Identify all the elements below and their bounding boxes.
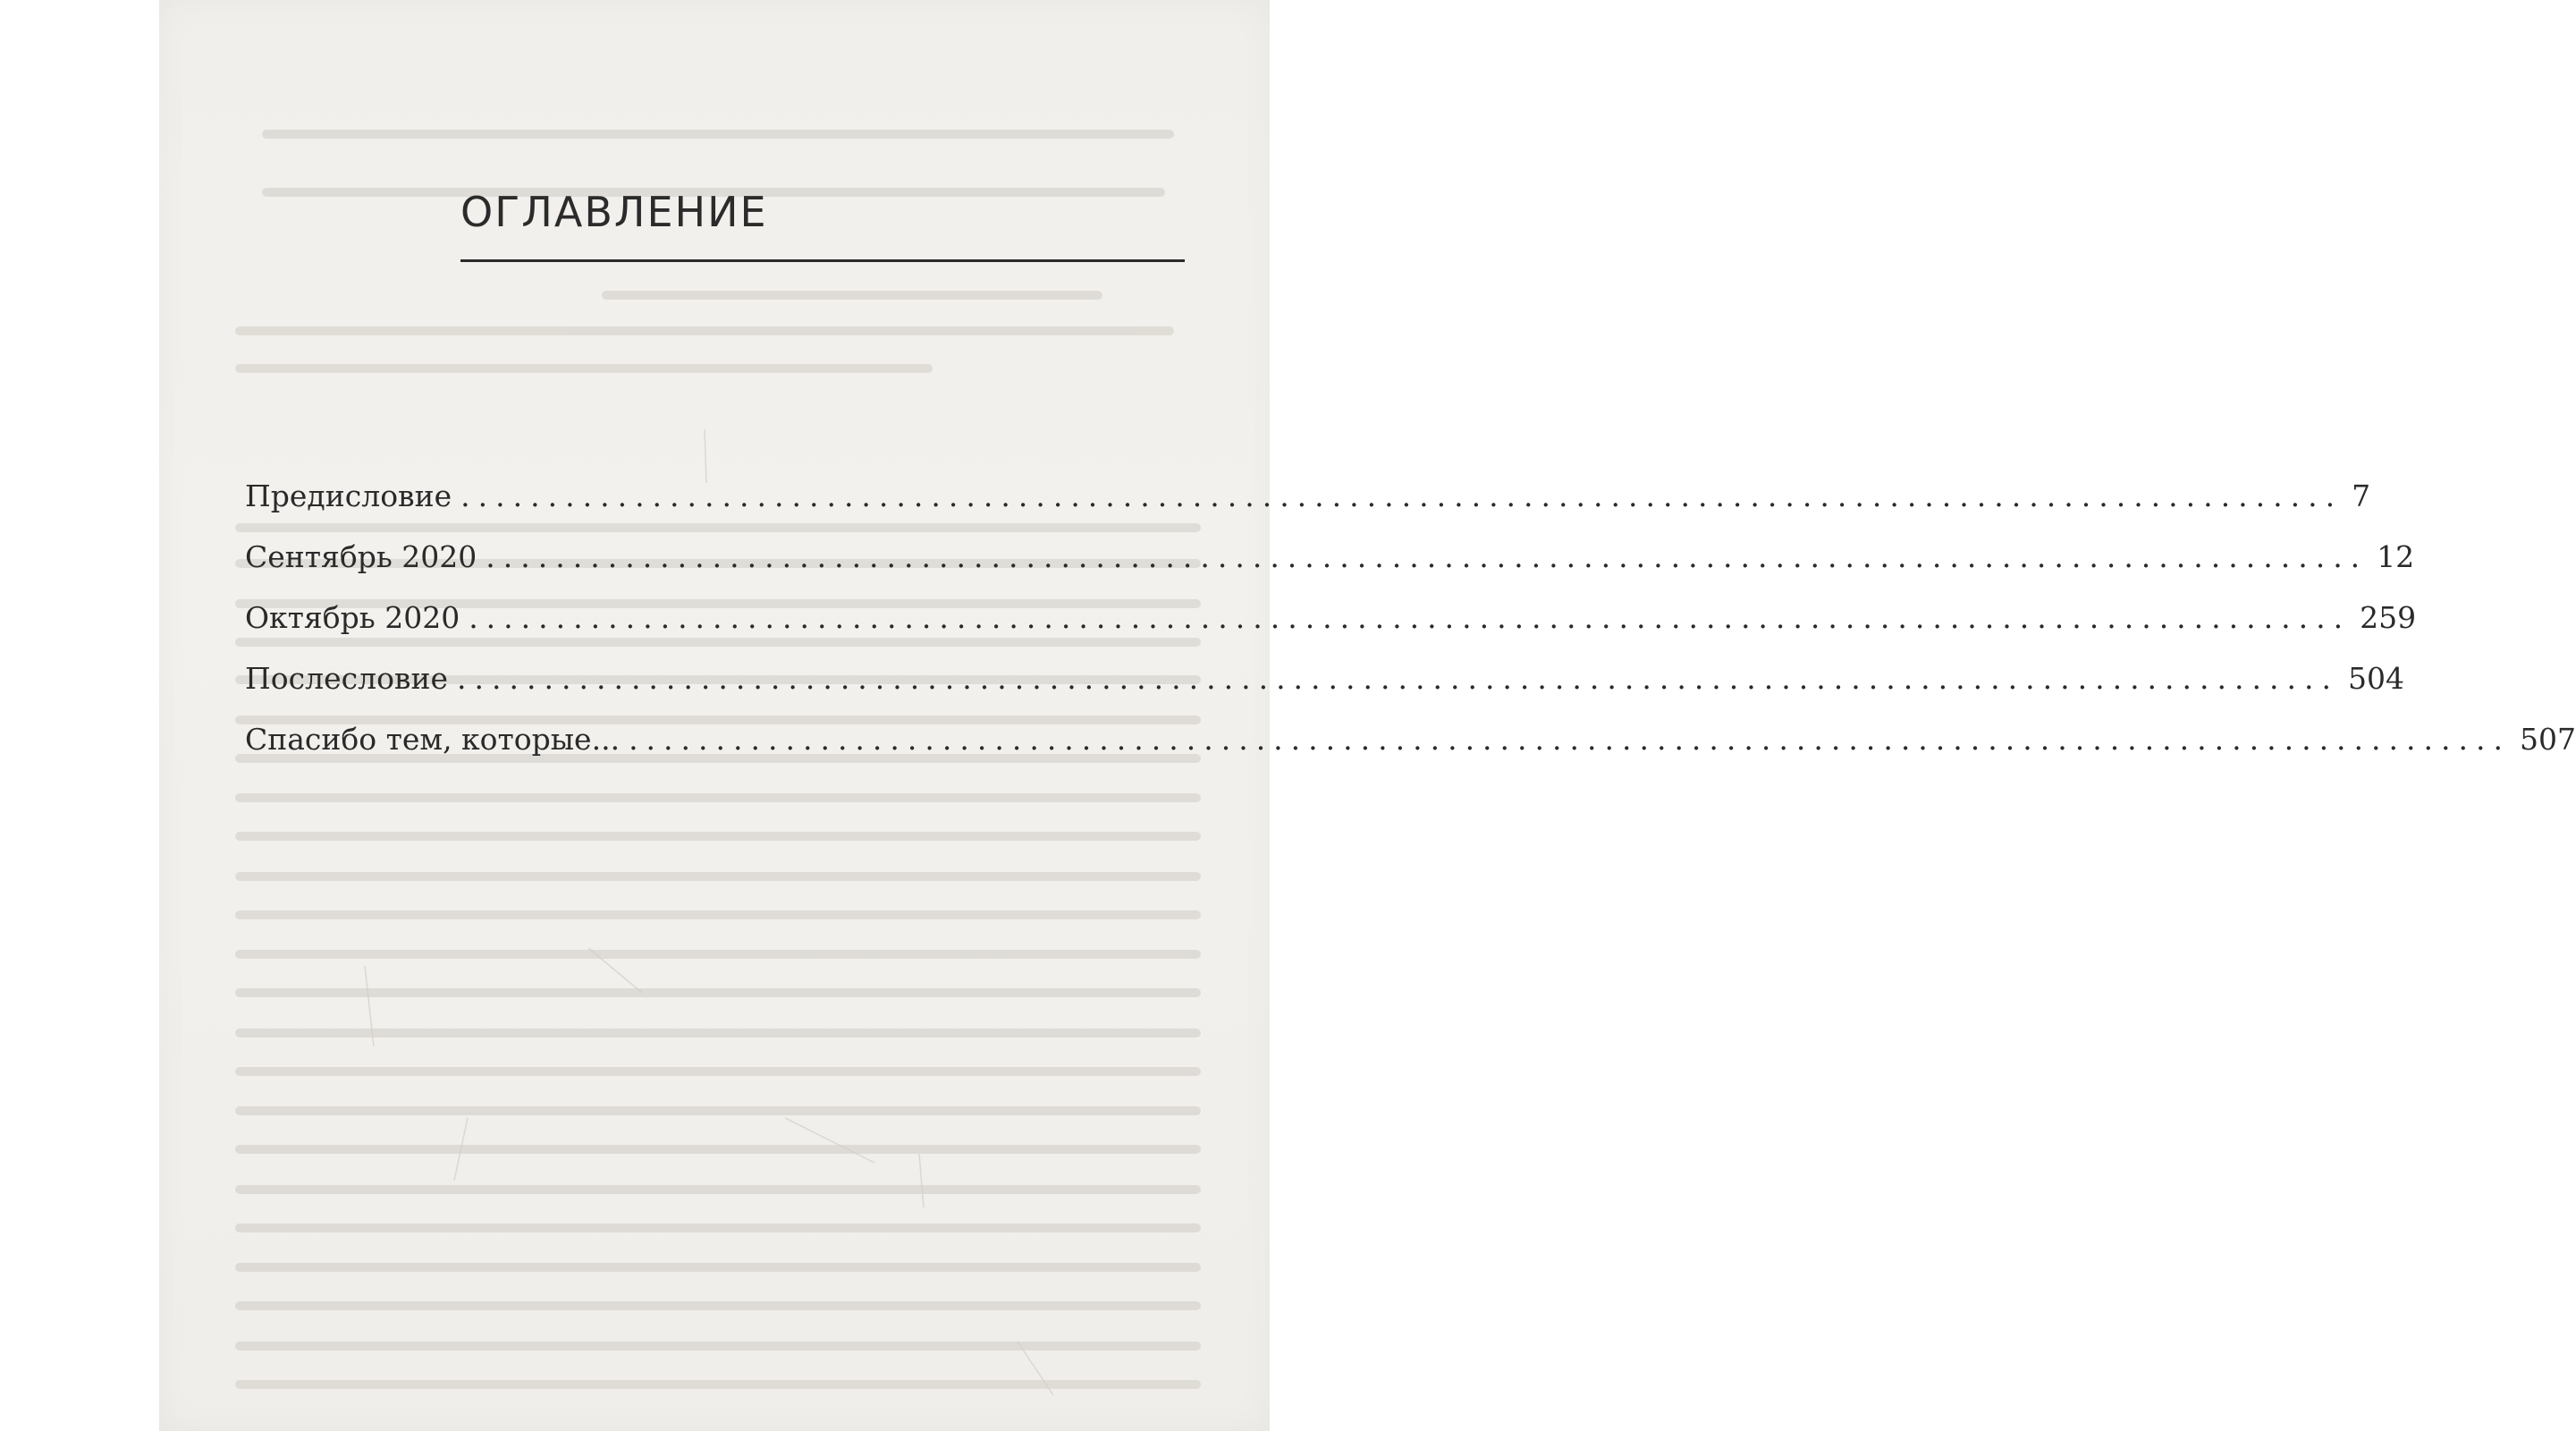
- book-page: [159, 0, 2576, 1431]
- toc-page-number: 7: [2352, 478, 2371, 513]
- toc-entry-title: Предисловие: [245, 478, 452, 513]
- toc-entry-title: Послесловие: [245, 661, 449, 696]
- page-title: ОГЛАВЛЕНИЕ: [460, 188, 768, 236]
- toc-entry-acknowledgements: [245, 722, 2576, 783]
- toc-page-number: 259: [2360, 600, 2417, 635]
- toc-dot-leader: ............................................................................................................: [629, 722, 2511, 757]
- toc-entry-title: Спасибо тем, которые...: [245, 722, 621, 757]
- toc-dot-leader: ............................................................................................................: [460, 478, 2344, 513]
- toc-entry-afterword: [245, 661, 2404, 722]
- toc-entry-preface: [245, 478, 2371, 539]
- toc-entry-title: Октябрь 2020: [245, 600, 460, 635]
- toc-dot-leader: ............................................................................................................: [486, 539, 2369, 574]
- toc-page-number: 12: [2377, 539, 2415, 574]
- title-divider: [460, 259, 1185, 262]
- toc-page-number: 507: [2519, 722, 2576, 757]
- table-of-contents: [245, 478, 2576, 783]
- toc-entry-title: Сентябрь 2020: [245, 539, 477, 574]
- toc-dot-leader: ............................................................................................................: [457, 661, 2339, 696]
- toc-entry-september-2020: [245, 539, 2415, 600]
- toc-dot-leader: ............................................................................................................: [469, 600, 2352, 635]
- toc-entry-october-2020: [245, 600, 2417, 661]
- toc-page-number: 504: [2347, 661, 2404, 696]
